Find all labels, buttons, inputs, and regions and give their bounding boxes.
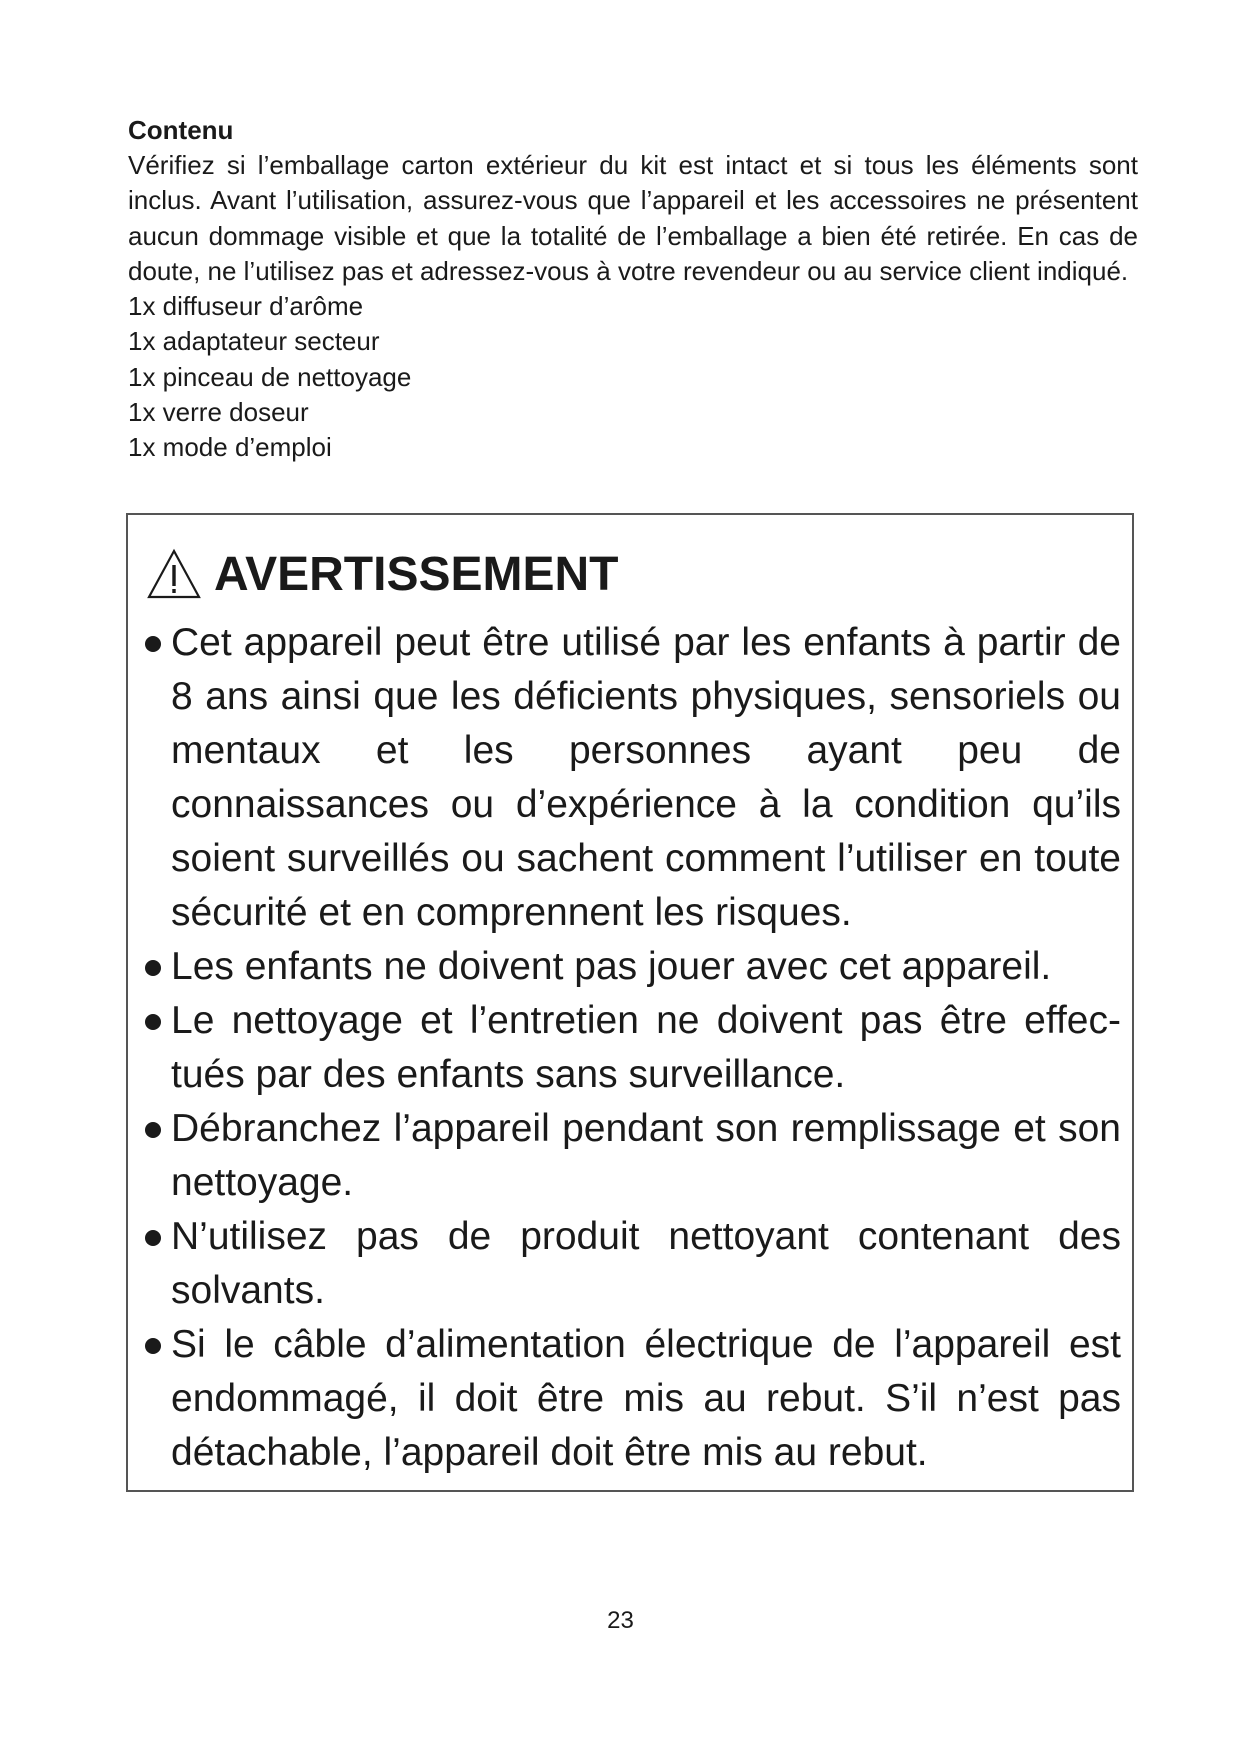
bullet-icon [145,1122,161,1138]
warning-item [145,616,1121,940]
contents-paragraph: Vérifiez si l’emballage carton extérieur du kit est intact et si tous les éléments sont inclus. Avant l’utilisation, assurez-vous que l’appareil et les accessoires ne présentent aucun dommage visible et que la totalité de l’emballage a bien été retirée. En cas de doute, ne l’utilisez pas et adressez-vous à votre revendeur ou au service client indiqué. [128,150,1138,286]
warning-item [145,1210,1121,1318]
contents-title: Contenu [128,115,234,145]
warning-item [145,1102,1121,1210]
list-item: 1x verre doseur [128,397,309,428]
bullet-icon [145,960,161,976]
warning-item-text: N’utilisez pas de produit nettoyant contenant des solvants. [171,1215,1121,1312]
list-item: 1x adaptateur secteur [128,326,380,357]
bullet-icon [145,1230,161,1246]
warning-item [145,940,1121,994]
warning-item-text: Débranchez l’appareil pendant son remplissage et son nettoyage. [171,1107,1121,1204]
list-item: 1x pinceau de nettoyage [128,361,412,392]
warning-item-text: Cet appareil peut être utilisé par les enfants à partir de 8 ans ainsi que les déficients physiques, sensoriels ou mentaux et les personnes ayant peu de connaissances ou d’expérience à la condition qu’ils soient surveillés ou sachent comment l’utiliser en toute sécurité et en comprennent les risques. [171,621,1121,934]
warning-item-text: Le nettoyage et l’entretien ne doivent pas être effectués par des enfants sans surveillance. [171,999,1121,1096]
list-item: 1x mode d’emploi [128,432,332,463]
page-number: 23 [607,1607,634,1634]
warning-item-text: Les enfants ne doivent pas jouer avec cet appareil. [171,945,1052,988]
warning-box [126,513,1134,1492]
warning-item-text: Si le câble d’alimentation électrique de l’appareil est endommagé, il doit être mis au rebut. S’il n’est pas détachable, l’appareil doit être mis au rebut. [171,1323,1121,1474]
warning-item [145,994,1121,1102]
bullet-icon [145,1338,161,1354]
warning-item [145,1318,1121,1480]
warning-header [146,541,618,607]
bullet-icon [145,636,161,652]
warning-triangle-icon [146,548,202,600]
bullet-icon [145,1014,161,1030]
warning-title: AVERTISSEMENT [214,547,619,601]
contents-list [128,289,1138,465]
list-item: 1x diffuseur d’arôme [128,291,364,322]
warning-list [145,616,1121,1480]
contents-section [128,113,1138,466]
